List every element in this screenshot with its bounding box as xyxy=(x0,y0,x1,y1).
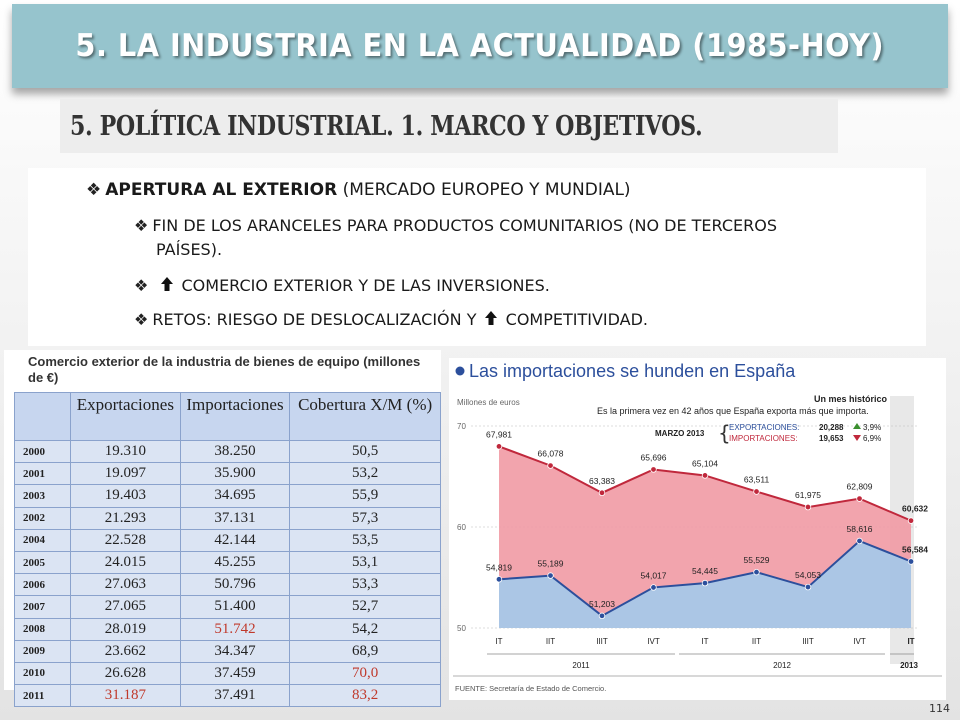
table-cell: 54,2 xyxy=(290,618,441,640)
title-dot-icon xyxy=(456,367,465,376)
imports-data-label: 63,511 xyxy=(743,474,770,485)
year-label-2013: 2013 xyxy=(900,661,918,670)
year-label-2011: 2011 xyxy=(572,661,590,670)
exports-data-label: 58,616 xyxy=(846,523,873,534)
table-cell: 50.796 xyxy=(180,574,290,596)
table-year-cell: 2004 xyxy=(15,529,71,551)
table-cell: 23.662 xyxy=(71,640,181,662)
exports-data-label: 51,203 xyxy=(589,598,615,609)
table-row xyxy=(15,463,441,485)
table-year-cell: 2006 xyxy=(15,574,71,596)
table-cell: 37.491 xyxy=(180,685,290,707)
table-cell: 21.293 xyxy=(71,507,181,529)
table-cell: 27.063 xyxy=(71,574,181,596)
table-cell: 19.310 xyxy=(71,441,181,463)
table-cell: 57,3 xyxy=(290,507,441,529)
table-header: Importaciones xyxy=(180,393,290,441)
table-cell: 53,5 xyxy=(290,529,441,551)
table-year-cell: 2005 xyxy=(15,551,71,573)
table-cell: 53,3 xyxy=(290,574,441,596)
diamond-bullet-icon: ❖ xyxy=(134,310,149,329)
exports-point xyxy=(805,584,811,590)
table-cell: 34.695 xyxy=(180,485,290,507)
table-year-cell: 2009 xyxy=(15,640,71,662)
table-cell: 26.628 xyxy=(71,662,181,684)
table-row xyxy=(15,662,441,684)
exports-point xyxy=(651,585,657,591)
table-row xyxy=(15,574,441,596)
exports-point xyxy=(496,577,502,583)
table-cell: 19.097 xyxy=(71,463,181,485)
exports-data-label: 55,189 xyxy=(537,558,564,569)
exports-point xyxy=(908,559,914,565)
imports-point xyxy=(651,467,657,473)
table-row xyxy=(15,685,441,707)
exports-point xyxy=(702,580,708,586)
imports-data-label: 66,078 xyxy=(537,448,564,459)
bullet-aranceles xyxy=(134,214,777,262)
imports-point xyxy=(805,504,811,510)
exports-data-label: 54,819 xyxy=(486,562,512,573)
exp-label: EXPORTACIONES: xyxy=(729,423,800,432)
table-year-cell: 2008 xyxy=(15,618,71,640)
imp-change: 6,9% xyxy=(863,434,882,443)
table-row xyxy=(15,441,441,463)
x-tick-label: IT xyxy=(495,637,503,646)
table-cell: 28.019 xyxy=(71,618,181,640)
imports-data-label: 61,975 xyxy=(795,490,821,501)
y-tick-label: 70 xyxy=(457,422,466,431)
page-number: 114 xyxy=(929,702,950,715)
annotation-month: MARZO 2013 xyxy=(655,429,705,438)
up-arrow-icon xyxy=(155,276,178,295)
imports-point xyxy=(754,489,760,495)
exports-data-label: 54,017 xyxy=(640,570,667,581)
section-heading: 5. POLÍTICA INDUSTRIAL. 1. MARCO Y OBJETIVOS. xyxy=(70,110,703,142)
chart-ylabel: Millones de euros xyxy=(457,398,520,407)
table-row xyxy=(15,551,441,573)
x-tick-label: IIT xyxy=(545,637,556,646)
table-cell: 35.900 xyxy=(180,463,290,485)
x-tick-label: IIT xyxy=(751,637,762,646)
imports-chart xyxy=(449,358,946,700)
annotation-text: Es la primera vez en 42 años que España exporta más que importa. xyxy=(597,406,869,416)
bullet-text-continued: PAÍSES). xyxy=(156,240,223,259)
table-cell: 24.015 xyxy=(71,551,181,573)
bullet-list xyxy=(28,168,926,346)
section-heading-box xyxy=(60,99,838,153)
up-arrow-icon xyxy=(479,310,502,329)
table-row xyxy=(15,640,441,662)
bullet-text: RETOS: RIESGO DE DESLOCALIZACIÓN Y xyxy=(152,310,477,329)
y-tick-label: 50 xyxy=(457,624,466,633)
table-header xyxy=(15,393,71,441)
bullet-text: COMERCIO EXTERIOR Y DE LAS INVERSIONES. xyxy=(181,276,550,295)
imp-value: 19,653 xyxy=(819,434,844,443)
exports-point xyxy=(599,613,605,619)
table-title: Comercio exterior de la industria de bienes de equipo (millones de €) xyxy=(28,354,421,385)
bullet-text: FIN DE LOS ARANCELES PARA PRODUCTOS COMUNITARIOS (NO DE TERCEROS xyxy=(152,216,778,235)
x-tick-label: IIIT xyxy=(802,637,814,646)
x-tick-label: IT xyxy=(701,637,709,646)
table-year-cell: 2010 xyxy=(15,662,71,684)
table-cell: 22.528 xyxy=(71,529,181,551)
exp-change: 3,9% xyxy=(863,423,882,432)
table-cell: 53,2 xyxy=(290,463,441,485)
exp-value: 20,288 xyxy=(819,423,844,432)
exports-point xyxy=(548,573,554,579)
table-cell: 38.250 xyxy=(180,441,290,463)
table-cell: 53,1 xyxy=(290,551,441,573)
table-year-cell: 2001 xyxy=(15,463,71,485)
down-triangle-icon xyxy=(853,435,861,441)
annotation-brace: { xyxy=(718,421,731,445)
exports-point xyxy=(857,538,863,544)
bullet-retos xyxy=(134,310,648,329)
imports-data-label: 65,696 xyxy=(640,452,667,463)
table-cell: 34.347 xyxy=(180,640,290,662)
slide-title-banner xyxy=(12,4,948,88)
table-cell: 37.131 xyxy=(180,507,290,529)
year-label-2012: 2012 xyxy=(773,661,791,670)
table-year-cell: 2003 xyxy=(15,485,71,507)
diamond-bullet-icon: ❖ xyxy=(134,276,149,295)
imports-data-label: 65,104 xyxy=(692,458,718,469)
table-cell: 70,0 xyxy=(290,662,441,684)
imp-label: IMPORTACIONES: xyxy=(729,434,798,443)
table-cell: 27.065 xyxy=(71,596,181,618)
table-year-cell: 2002 xyxy=(15,507,71,529)
table-cell: 55,9 xyxy=(290,485,441,507)
table-cell: 83,2 xyxy=(290,685,441,707)
table-header: Cobertura X/M (%) xyxy=(290,393,441,441)
imports-point xyxy=(702,473,708,479)
x-tick-label: IVT xyxy=(647,637,660,646)
table-cell: 51.742 xyxy=(180,618,290,640)
bullet-text: (MERCADO EUROPEO Y MUNDIAL) xyxy=(337,180,631,200)
table-cell: 37.459 xyxy=(180,662,290,684)
table-year-cell: 2007 xyxy=(15,596,71,618)
imports-point xyxy=(548,463,554,469)
bullet-strong-text: APERTURA AL EXTERIOR xyxy=(105,180,338,200)
table-cell: 42.144 xyxy=(180,529,290,551)
imports-data-label: 60,632 xyxy=(902,503,928,514)
imports-point xyxy=(599,490,605,496)
x-tick-label: IVT xyxy=(853,637,866,646)
table-cell: 50,5 xyxy=(290,441,441,463)
imports-point xyxy=(857,496,863,502)
bullet-comercio xyxy=(134,276,550,295)
x-tick-label: IT xyxy=(907,637,915,646)
diamond-bullet-icon: ❖ xyxy=(134,216,149,235)
table-cell: 51.400 xyxy=(180,596,290,618)
diamond-bullet-icon: ❖ xyxy=(86,180,102,200)
table-cell: 19.403 xyxy=(71,485,181,507)
exports-data-label: 54,053 xyxy=(795,570,821,581)
exports-data-label: 55,529 xyxy=(743,555,770,566)
imports-data-label: 67,981 xyxy=(486,429,512,440)
exports-data-label: 56,584 xyxy=(902,544,928,555)
table-year-cell: 2011 xyxy=(15,685,71,707)
table-cell: 31.187 xyxy=(71,685,181,707)
trade-table xyxy=(14,392,441,707)
table-header-row xyxy=(15,393,441,441)
table-row xyxy=(15,485,441,507)
bullet-text: COMPETITIVIDAD. xyxy=(505,310,649,329)
exports-point xyxy=(754,569,760,575)
imports-data-label: 62,809 xyxy=(846,481,873,492)
imports-point xyxy=(908,518,914,524)
chart-title: Las importaciones se hunden en España xyxy=(469,361,796,381)
table-row xyxy=(15,596,441,618)
x-tick-label: IIIT xyxy=(596,637,608,646)
table-cell: 52,7 xyxy=(290,596,441,618)
table-cell: 45.255 xyxy=(180,551,290,573)
annotation-heading: Un mes histórico xyxy=(814,394,888,404)
chart-source: FUENTE: Secretaría de Estado de Comercio. xyxy=(455,684,607,693)
table-row xyxy=(15,507,441,529)
imports-chart-panel xyxy=(449,358,946,700)
trade-table-panel xyxy=(4,350,441,704)
y-tick-label: 60 xyxy=(457,523,466,532)
imports-point xyxy=(496,444,502,450)
table-row xyxy=(15,529,441,551)
table-header: Exportaciones xyxy=(71,393,181,441)
exports-data-label: 54,445 xyxy=(692,566,718,577)
slide-title: 5. LA INDUSTRIA EN LA ACTUALIDAD (1985-HOY) xyxy=(75,28,885,64)
imports-data-label: 63,383 xyxy=(589,475,615,486)
table-year-cell: 2000 xyxy=(15,441,71,463)
bullet-apertura xyxy=(86,180,631,200)
table-row xyxy=(15,618,441,640)
table-cell: 68,9 xyxy=(290,640,441,662)
